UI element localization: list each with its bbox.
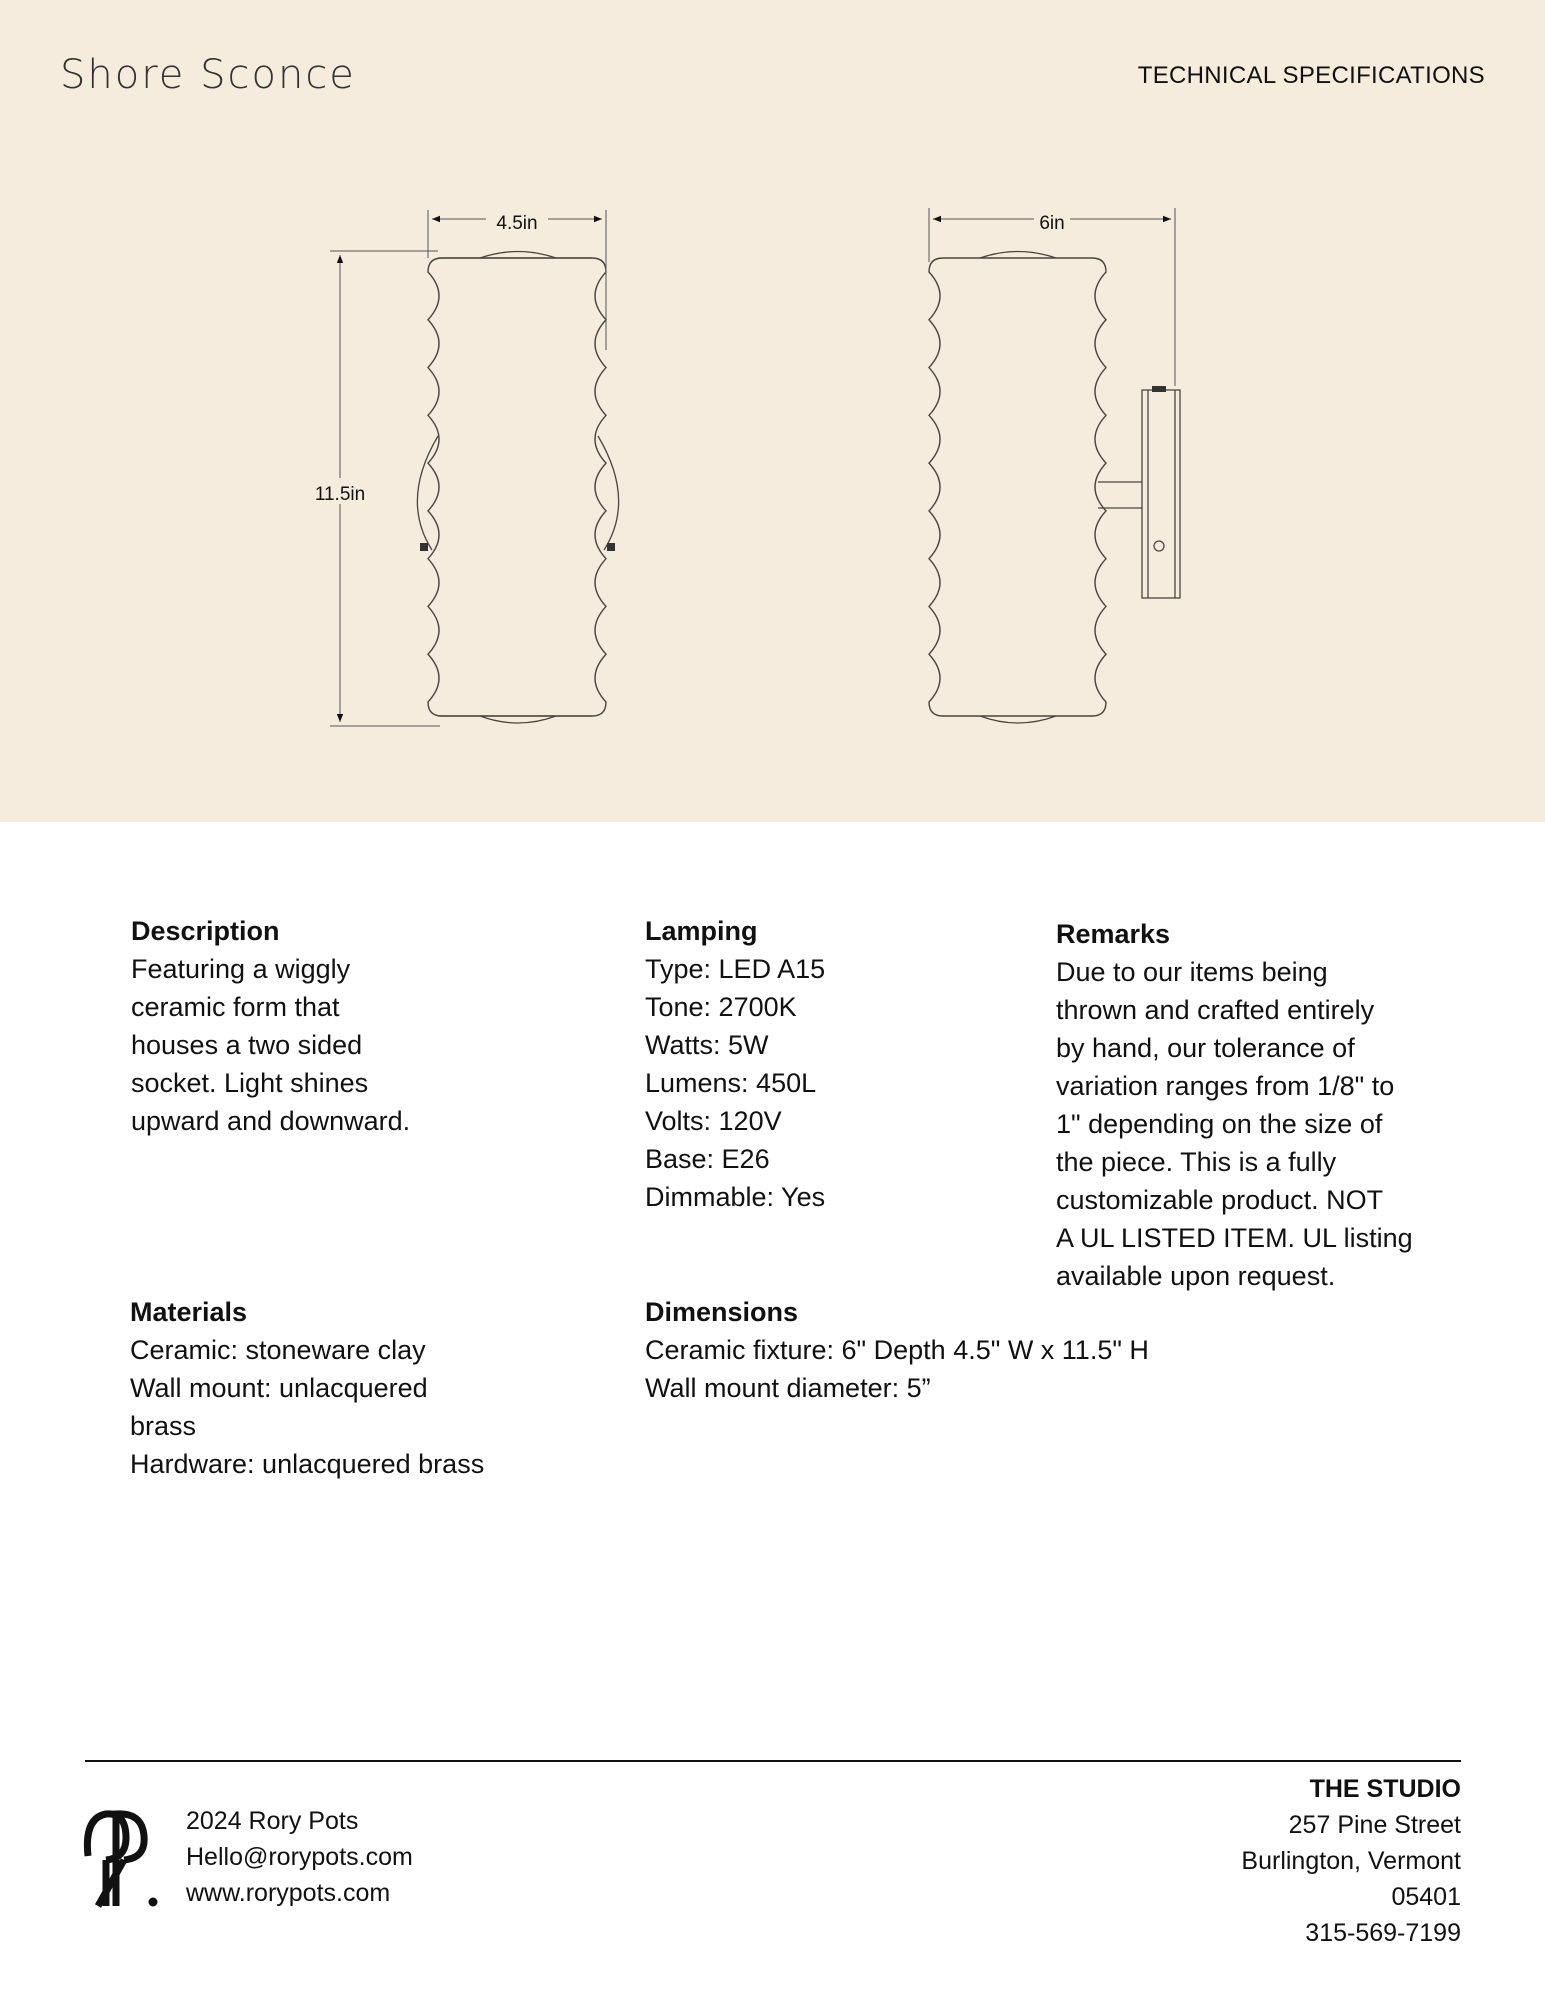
materials-section [130, 1293, 484, 1483]
materials-line: Hardware: unlacquered brass [130, 1449, 485, 1479]
dimensions-section [645, 1293, 1149, 1407]
website-link[interactable]: www.rorypots.com [186, 1879, 391, 1907]
lamping-line: Tone: 2700K [645, 992, 797, 1022]
remarks-line: by hand, our tolerance of [1056, 1033, 1355, 1063]
studio-heading: THE STUDIO [1309, 1775, 1461, 1803]
doc-type-label: TECHNICAL SPECIFICATIONS [1137, 62, 1485, 89]
description-section [131, 912, 410, 1140]
street-text: 257 Pine Street [1288, 1811, 1461, 1839]
rorypots-logo [80, 1808, 162, 1908]
description-line: ceramic form that [131, 992, 340, 1022]
description-line: socket. Light shines [131, 1068, 369, 1098]
side-view [980, 252, 1180, 724]
side-depth-label: 6in [1039, 213, 1065, 234]
city-text: Burlington, Vermont [1241, 1847, 1461, 1875]
remarks-heading: Remarks [1056, 919, 1171, 949]
phone-text: 315-569-7199 [1305, 1919, 1461, 1947]
materials-line: Ceramic: stoneware clay [130, 1335, 426, 1365]
dimensions-heading: Dimensions [645, 1297, 799, 1327]
front-view [417, 252, 618, 724]
remarks-line: available upon request. [1056, 1261, 1336, 1291]
description-line: Featuring a wiggly [131, 954, 351, 984]
materials-line: brass [130, 1411, 197, 1441]
lamping-line: Dimmable: Yes [645, 1182, 826, 1212]
front-dimensions [330, 210, 606, 726]
product-title: Shore Sconce [60, 52, 356, 98]
remarks-line: A UL LISTED ITEM. UL listing [1056, 1223, 1413, 1253]
lamping-line: Type: LED A15 [645, 954, 826, 984]
copyright-text: 2024 Rory Pots [186, 1807, 359, 1835]
technical-drawing [0, 0, 1545, 822]
lamping-line: Base: E26 [645, 1144, 770, 1174]
dimensions-line: Ceramic fixture: 6" Depth 4.5" W x 11.5" H [645, 1335, 1149, 1365]
remarks-line: the piece. This is a fully [1056, 1147, 1337, 1177]
front-wiggle [428, 258, 606, 716]
lamping-line: Watts: 5W [645, 1030, 769, 1060]
description-line: houses a two sided [131, 1030, 363, 1060]
front-height-label: 11.5in [314, 484, 366, 505]
lamping-line: Volts: 120V [645, 1106, 782, 1136]
lamping-section [645, 912, 825, 1216]
materials-line: Wall mount: unlacquered [130, 1373, 428, 1403]
materials-heading: Materials [130, 1297, 248, 1327]
remarks-line: customizable product. NOT [1056, 1185, 1384, 1215]
remarks-line: thrown and crafted entirely [1056, 995, 1375, 1025]
footer-contact [186, 1803, 413, 1911]
side-wiggle [929, 258, 1106, 716]
lamping-heading: Lamping [645, 916, 758, 946]
zip-text: 05401 [1391, 1883, 1461, 1911]
lamping-line: Lumens: 450L [645, 1068, 817, 1098]
footer-divider [85, 1760, 1461, 1762]
side-ceramic-body [929, 258, 1106, 716]
front-ceramic-body [428, 258, 606, 716]
email-link[interactable]: Hello@rorypots.com [186, 1843, 413, 1871]
studio-address [1241, 1771, 1461, 1951]
remarks-line: 1" depending on the size of [1056, 1109, 1383, 1139]
description-heading: Description [131, 916, 280, 946]
remarks-line: variation ranges from 1/8" to [1056, 1071, 1395, 1101]
front-width-label: 4.5in [496, 213, 538, 234]
dimensions-line: Wall mount diameter: 5” [645, 1373, 931, 1403]
remarks-section [1056, 915, 1413, 1295]
remarks-line: Due to our items being [1056, 957, 1328, 987]
side-dimensions [929, 208, 1175, 386]
description-line: upward and downward. [131, 1106, 411, 1136]
